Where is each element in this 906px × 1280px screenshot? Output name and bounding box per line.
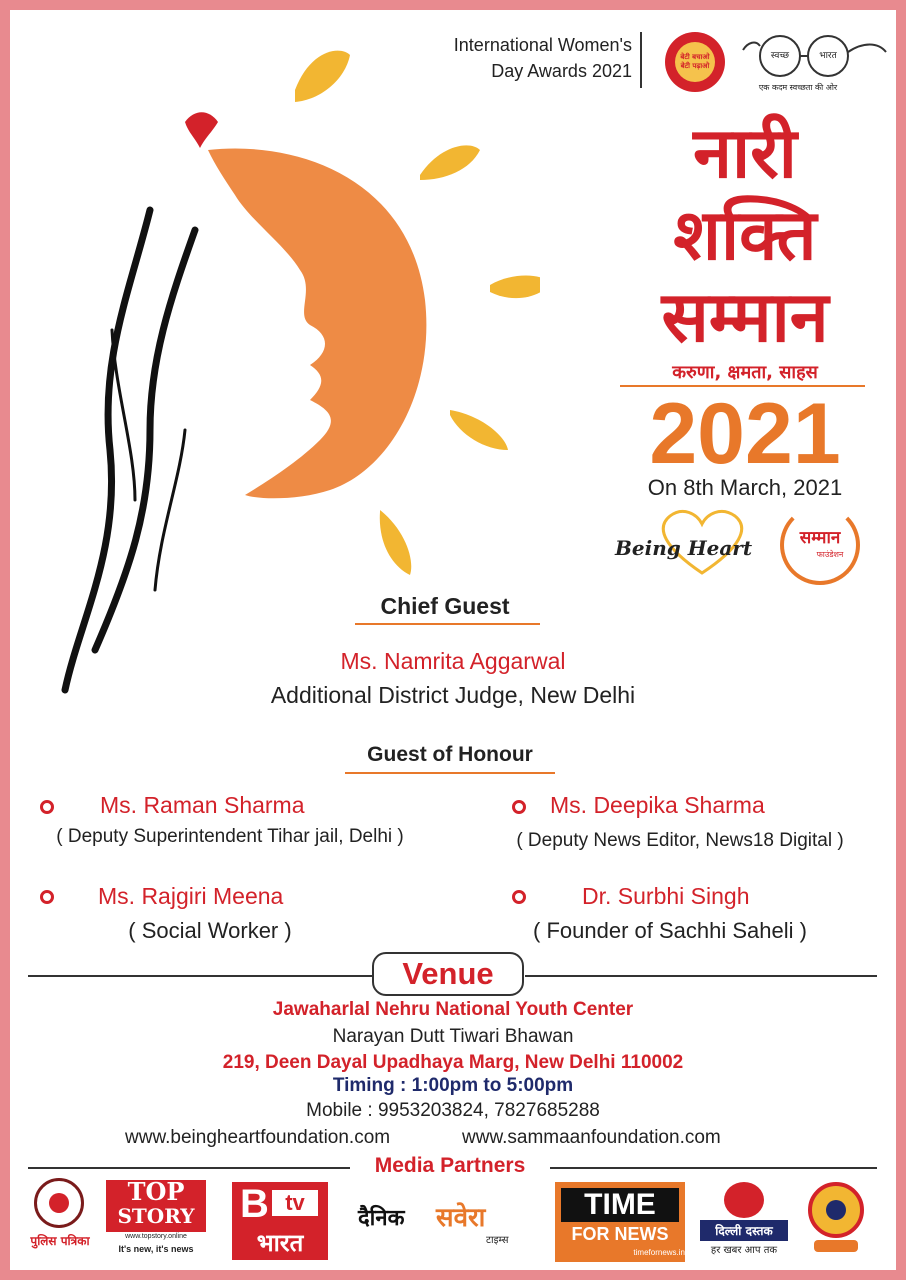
bullet-icon — [512, 890, 526, 904]
title-line2: शक्ति — [673, 194, 817, 276]
sammaan-logo — [780, 505, 860, 585]
btv-b: B — [240, 1182, 269, 1226]
guest-role: ( Deputy News Editor, News18 Digital ) — [516, 830, 844, 851]
dilli-dastak-logo — [700, 1182, 788, 1262]
savera-times: टाइम्स — [486, 1235, 509, 1246]
time-bottom: FOR NEWS — [571, 1224, 669, 1244]
sun-ray — [450, 410, 508, 450]
chief-guest-underline — [355, 623, 540, 625]
top-story-logo — [106, 1177, 206, 1262]
top-story-bottom: STORY — [117, 1204, 195, 1228]
logo1-text-bottom: बेटी पढ़ाओ — [680, 62, 710, 70]
btv-bharat-text: भारत — [256, 1229, 304, 1257]
chief-guest-heading: Chief Guest — [380, 593, 510, 619]
sun-ray — [490, 276, 540, 299]
dilli-dastak-text: दिल्ली दस्तक — [700, 1220, 788, 1241]
bindi — [185, 112, 218, 148]
venue-heading-box — [372, 952, 524, 996]
time-top: TIME — [561, 1188, 679, 1222]
dainik-text: दैनिक — [358, 1206, 405, 1231]
top-story-top: TOP — [127, 1177, 185, 1206]
guest-name: Ms. Deepika Sharma — [550, 792, 765, 818]
btv-bharat-logo — [232, 1182, 328, 1260]
venue-timing: Timing : 1:00pm to 5:00pm — [332, 1075, 574, 1096]
website-link-being-heart[interactable]: www.beingheartfoundation.com — [125, 1127, 391, 1148]
title-tagline: करुणा, क्षमता, साहस — [672, 362, 818, 383]
being-heart-text: Being Heart — [615, 536, 753, 560]
swachh-bharat-logo — [738, 32, 888, 100]
time-url: timefornews.in — [633, 1248, 685, 1257]
guest-of-honour-heading: Guest of Honour — [367, 743, 533, 766]
venue-heading: Venue — [402, 956, 494, 991]
venue-address: 219, Deen Dayal Upadhaya Marg, New Delhi 110002 — [222, 1052, 684, 1073]
dilli-dastak-tag: हर खबर आप तक — [710, 1245, 778, 1256]
bullet-icon — [40, 800, 54, 814]
beti-bachao-logo — [665, 32, 725, 92]
title-line3: सम्मान — [661, 276, 829, 358]
police-badge-icon — [34, 1178, 84, 1228]
sun-half — [208, 149, 426, 499]
website-link-sammaan[interactable]: www.sammaanfoundation.com — [462, 1127, 721, 1148]
venue-rule-left — [28, 975, 373, 977]
event-date: On 8th March, 2021 — [647, 475, 843, 500]
guest-name: Ms. Rajgiri Meena — [98, 883, 284, 909]
police-badge-logo — [802, 1182, 870, 1254]
top-story-url: www.topstory.online — [125, 1233, 187, 1240]
header-divider — [640, 32, 642, 88]
savera-text: सवेरा — [436, 1203, 486, 1233]
dilli-dastak-emblem-icon — [724, 1182, 764, 1218]
chief-guest-name: Ms. Namrita Aggarwal — [340, 648, 566, 674]
media-partners-heading: Media Partners — [374, 1154, 526, 1177]
chief-guest-role: Additional District Judge, New Delhi — [270, 682, 636, 708]
police-patrika-logo — [20, 1178, 100, 1262]
dainik-savera-logo — [358, 1198, 538, 1248]
title-year: 2021 — [649, 386, 841, 482]
venue-mobile: Mobile : 9953203824, 7827685288 — [306, 1100, 600, 1121]
sammaan-text: सम्मान — [799, 528, 841, 548]
bullet-icon — [40, 890, 54, 904]
guest-of-honour-underline — [345, 772, 555, 774]
venue-building: Narayan Dutt Tiwari Bhawan — [332, 1026, 574, 1047]
sun-ray — [380, 510, 411, 575]
handshake-icon — [814, 1240, 858, 1252]
title-line1: नारी — [693, 112, 797, 194]
hair-stroke — [155, 430, 185, 590]
logo2-word1: स्वच्छ — [770, 51, 790, 61]
time-for-news-logo — [555, 1182, 685, 1262]
media-rule-right — [550, 1167, 877, 1169]
sun-ray — [295, 51, 350, 102]
being-heart-logo — [615, 508, 755, 578]
poster — [10, 10, 896, 1270]
guest-name: Ms. Raman Sharma — [100, 792, 305, 818]
btv-tv: tv — [272, 1190, 318, 1216]
police-badge-icon — [808, 1182, 864, 1238]
logo1-text-top: बेटी बचाओ — [680, 53, 710, 61]
hair-stroke — [112, 330, 135, 500]
top-story-tag: It's new, it's news — [118, 1244, 194, 1254]
guest-role: ( Founder of Sachhi Saheli ) — [533, 918, 807, 943]
guest-name: Dr. Surbhi Singh — [582, 883, 750, 909]
police-patrika-text: पुलिस पत्रिका — [30, 1234, 90, 1248]
venue-place: Jawaharlal Nehru National Youth Center — [272, 999, 634, 1020]
bullet-icon — [512, 800, 526, 814]
event-title-line2: Day Awards 2021 — [491, 61, 632, 81]
guest-role: ( Deputy Superintendent Tihar jail, Delhi ) — [56, 826, 404, 847]
logo2-word2: भारत — [819, 51, 837, 61]
venue-rule-right — [525, 975, 877, 977]
guest-role: ( Social Worker ) — [128, 918, 292, 943]
event-title-line1: International Women's — [453, 35, 632, 55]
media-rule-left — [28, 1167, 350, 1169]
sun-ray — [420, 145, 480, 180]
sammaan-sub: फाउंडेशन — [816, 550, 844, 559]
logo2-tagline: एक कदम स्वच्छता की ओर — [758, 83, 838, 92]
